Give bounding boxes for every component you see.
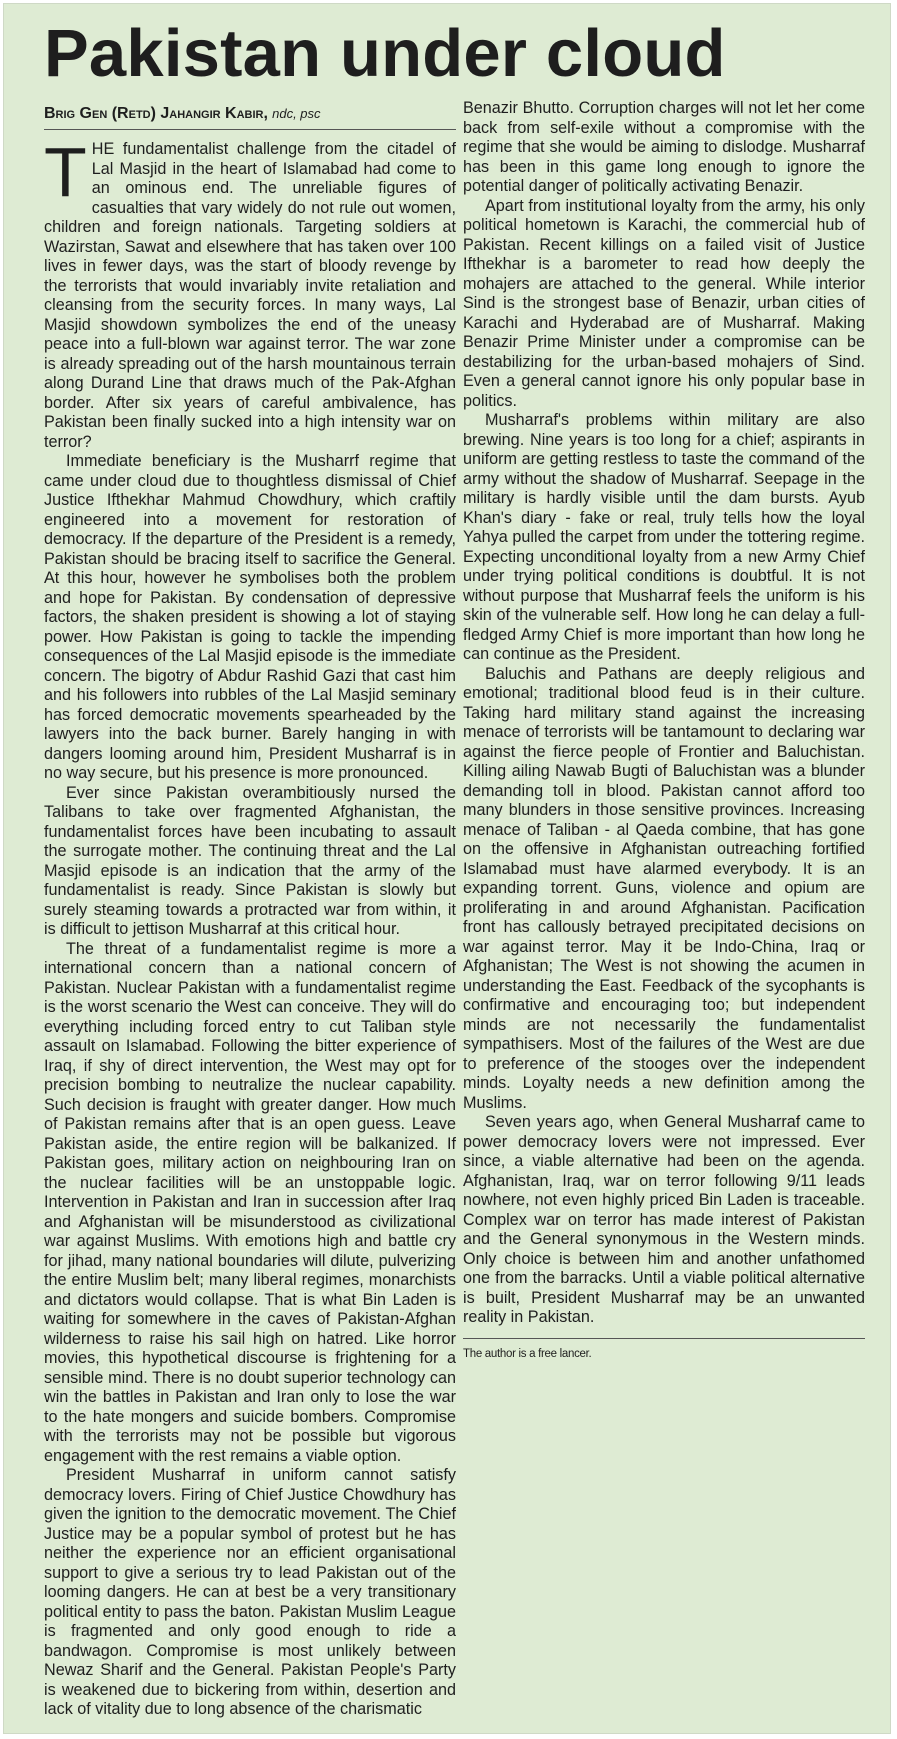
paragraph-6: Apart from institutional loyalty from the army, his only political hometown is Karachi, the commercial hub of Pakistan. Recent killings on a failed visit of Justice Ifthekhar is a barometer to read how deeply the mohajers are attached to the general. While interior Sind is the strongest base of Benazir, urban cities of Karachi and Hyderabad are of Musharraf. Making Benazir Prime Minister under a compromise can be destabilizing for the urban-based mohajers of Sind. Even a general cannot ignore his only popular base in politics. xyxy=(463,196,865,410)
left-column xyxy=(44,104,456,1724)
drop-cap: T xyxy=(44,133,87,211)
author-note: The author is a free lancer. xyxy=(463,1338,865,1361)
paragraph-1-text: HE fundamentalist challenge from the citadel of Lal Masjid in the heart of Islamabad had come to an ominous end. The unreliable figures of casualties that vary widely do not rule out women, children and foreign nationals. Targeting soldiers at Wazirstan, Sawat and elsewhere that has taken over 100 lives in fewer days, was the start of bloody revenge by the terrorists that would invariably invite retaliation and cleansing from the security forces. In many ways, Lal Masjid showdown symbolizes the end of the uneasy peace into a full-blown war against terror. The war zone is already spreading out of the harsh mountainous terrain along Durand Line that draws much of the Pak-Afghan border. After six years of careful ambivalence, has Pakistan been finally sucked into a high intensity war on terror? xyxy=(44,140,456,451)
paragraph-9: Seven years ago, when General Musharraf came to power democracy lovers were not impressed. Ever since, a viable alternative had been on the agenda. Afghanistan, Iraq, war on terror following 9/11 leads nowhere, not even highly priced Bin Laden is traceable. Complex war on terror has made interest of Pakistan and the General synonymous in the Western minds. Only choice is between him and another unfathomed one from the barracks. Until a viable political alternative is built, President Musharraf may be an unwanted reality in Pakistan. xyxy=(463,1113,865,1326)
paragraph-1 xyxy=(44,133,456,452)
paragraph-5: President Musharraf in uniform cannot satisfy democracy lovers. Firing of Chief Justice Chowdhury has given the ignition to the democratic movement. The Chief Justice may be a popular symbol of protest but he has neither the experience nor an efficient organisational support to give a serious try to lead Pakistan out of the looming dangers. He can at best be a very transitionary political entity to pass the baton. Pakistan Muslim League is fragmented and only good enough to ride a bandwagon. Compromise is most unlikely between Newaz Sharif and the General. Pakistan People's Party is weakened due to bickering from within, desertion and lack of vitality due to long absence of the charismatic xyxy=(44,1466,456,1718)
article-title: Pakistan under cloud xyxy=(44,16,726,91)
author-name: Brig Gen (Retd) Jahangir Kabir, xyxy=(44,105,268,122)
author-credentials: ndc, psc xyxy=(272,106,321,121)
paragraph-7: Musharraf's problems within military are also brewing. Nine years is too long for a chief; aspirants in uniform are getting restless to taste the command of the army without the shadow of Musharraf. Seepage in the military is hardly visible until the dam bursts. Ayub Khan's diary - fake or real, truly tells how the loyal Yahya pulled the carpet from under the tottering regime. Expecting unconditional loyalty from a new Army Chief under trying political conditions is doubtful. It is not without purpose that Musharraf feels the uniform is his skin of the vulnerable self. How long he can delay a full-fledged Army Chief is more important than how long he can continue as the President. xyxy=(463,411,865,663)
paragraph-3: Ever since Pakistan overambitiously nursed the Talibans to take over fragmented Afghanistan, the fundamentalist forces have been incubating to assault the surrogate mother. The continuing threat and the Lal Masjid episode is an indication that the army of the fundamentalist is ready. Since Pakistan is slowly but surely steaming towards a protracted war from within, it is difficult to jettison Musharraf at this critical hour. xyxy=(44,783,456,938)
paragraph-8: Baluchis and Pathans are deeply religious and emotional; traditional blood feud is in their culture. Taking hard military stand against the increasing menace of terrorists will be tantamount to declaring war against the fierce people of Frontier and Baluchistan. Killing ailing Nawab Bugti of Baluchistan was a blunder demanding toll in blood. Pakistan cannot afford too many blunders in those sensitive provinces. Increasing menace of Taliban - al Qaeda combine, that has gone on the offensive in Afghanistan outreaching fortified Islamabad must have alarmed everybody. It is an expanding torrent. Guns, violence and opium are proliferating in and around Afghanistan. Pacification front has callously betrayed precipitated decisions on war against terror. May it be Indo-China, Iraq or Afghanistan; The West is not showing the acumen in understanding the East. Feedback of the sycophants is confirmative and encouraging too; but independent minds are not necessarily the fundamentalist sympathisers. Most of the failures of the West are due to preference of the stooges over the independent minds. Loyalty needs a new definition among the Muslims. xyxy=(463,664,865,1112)
right-column xyxy=(463,99,865,1719)
paragraph-2: Immediate beneficiary is the Musharrf regime that came under cloud due to thoughtless dismissal of Chief Justice Ifthekhar Mahmud Chowdhury, which craftily engineered into a movement for restoration of democracy. If the departure of the President is a remedy, Pakistan should be bracing itself to sacrifice the General. At this hour, however he symbolises both the problem and hope for Pakistan. By condensation of depressive factors, the shaken president is showing a lot of staying power. How Pakistan is going to tackle the impending consequences of the Lal Masjid episode is the immediate concern. The bigotry of Abdur Rashid Gazi that cast him and his followers into rubbles of the Lal Masjid seminary has forced democratic movements spearheaded by the lawyers into the back burner. Barely hanging in with dangers looming around him, President Musharraf is in no way secure, but his presence is more pronounced. xyxy=(44,452,456,782)
paragraph-4: The threat of a fundamentalist regime is more a international concern than a national concern of Pakistan. Nuclear Pakistan with a fundamentalist regime is the worst scenario the West can conceive. They will do everything including forced entry to cut Taliban style assault on Islamabad. Following the bitter experience of Iraq, if shy of direct intervention, the West may opt for precision bombing to neutralize the nuclear capability. Such decision is fraught with greater danger. How much of Pakistan remains after that is an open guess. Leave Pakistan aside, the entire region will be balkanized. If Pakistan goes, military action on neighbouring Iran on the nuclear facilities will be an unstoppable logic. Intervention in Pakistan and Iran in succession after Iraq and Afghanistan will be misunderstood as civilizational war against Muslims. With emotions high and battle cry for jihad, many national boundaries will dilute, pulverizing the entire Muslim belt; many liberal regimes, monarchists and dictators would collapse. That is what Bin Laden is waiting for somewhere in the caves of Pakistan-Afghan wilderness to raise his sail high on hatred. Like horror movies, this hypothetical discourse is frightening for a sensible mind. There is no doubt superior technology can win the battles in Pakistan and Iran only to lose the war to the hate mongers and suicide bombers. Compromise with the terrorists may not be possible but vigorous engagement with the rest remains a viable option. xyxy=(44,939,456,1465)
byline xyxy=(44,104,456,130)
paragraph-5-continued: Benazir Bhutto. Corruption charges will not let her come back from self-exile without a compromise with the regime that she would be aiming to dislodge. Musharraf has been in this game long enough to ignore the potential danger of politically activating Benazir. xyxy=(463,99,865,195)
